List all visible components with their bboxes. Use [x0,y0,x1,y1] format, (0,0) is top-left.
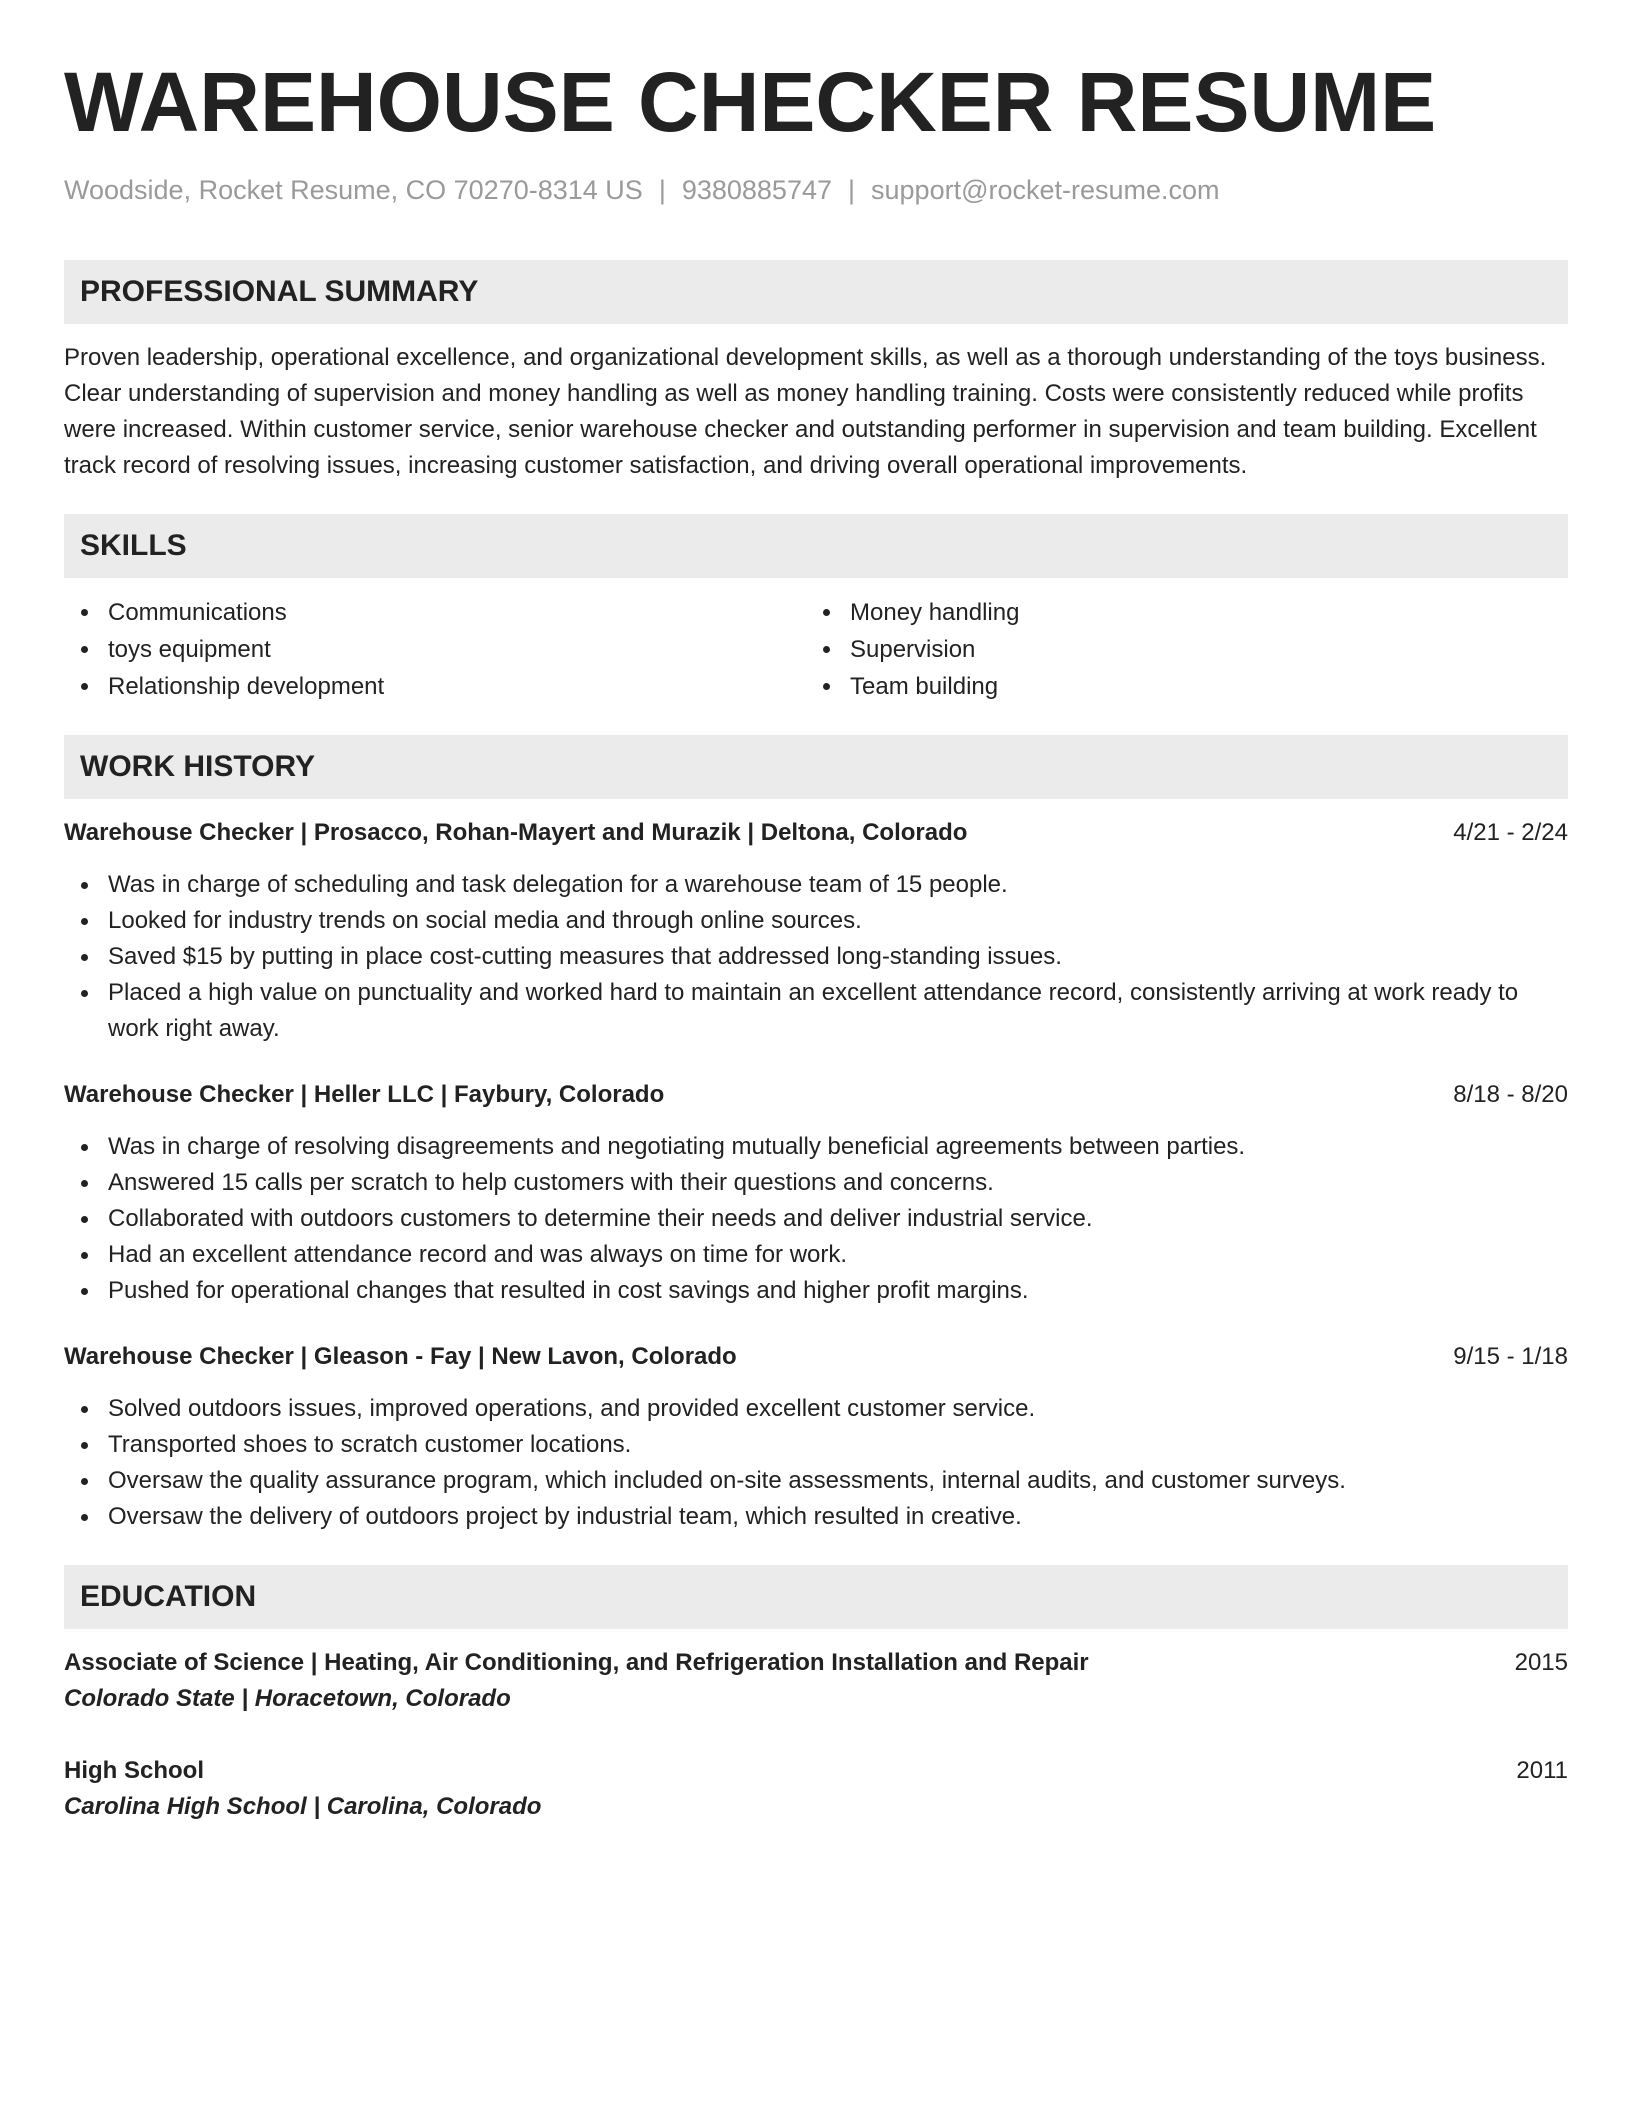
skills-column-right [806,594,1548,705]
job-bullet: Saved $15 by putting in place cost-cutting measures that addressed long-standing issues. [108,939,1568,975]
education-degree: High School [64,1757,204,1784]
job-dates: 8/18 - 8/20 [1453,1081,1568,1108]
skill-item: Money handling [850,594,1548,631]
skill-item: Team building [850,668,1548,705]
section-header-summary: PROFESSIONAL SUMMARY [64,260,1568,324]
job-bullet: Had an excellent attendance record and was always on time for work. [108,1237,1568,1273]
job-title: Warehouse Checker | Prosacco, Rohan-Mayert and Murazik | Deltona, Colorado [64,819,968,846]
job-bullet: Looked for industry trends on social media and through online sources. [108,903,1568,939]
section-header-education: EDUCATION [64,1565,1568,1629]
job-bullets [64,867,1568,1047]
job-bullets [64,1391,1568,1535]
summary-text: Proven leadership, operational excellence, and organizational development skills, as well as a thorough understanding of the toys business. Clear understanding of supervision and money handling as well as money handling training. Costs were consistently reduced while profits were increased. Within customer service, senior warehouse checker and outstanding performer in supervision and team building. Excellent track record of resolving issues, increasing customer satisfaction, and driving overall operational improvements. [64,344,1547,479]
section-header-skills: SKILLS [64,514,1568,578]
job-bullet: Transported shoes to scratch customer locations. [108,1427,1568,1463]
section-header-work-history: WORK HISTORY [64,735,1568,799]
education-entry [64,1753,1568,1825]
skill-item: Relationship development [108,668,806,705]
job-bullet: Was in charge of scheduling and task delegation for a warehouse team of 15 people. [108,867,1568,903]
job-bullet: Solved outdoors issues, improved operations, and provided excellent customer service. [108,1391,1568,1427]
skills-list [64,594,1568,705]
education-header [64,1753,1568,1789]
contact-separator: | [658,175,666,205]
skills-column-left [64,594,806,705]
job-title: Warehouse Checker | Heller LLC | Faybury, Colorado [64,1081,665,1108]
skill-item: Communications [108,594,806,631]
resume-title: WAREHOUSE CHECKER RESUME [64,55,1437,149]
job-bullet: Answered 15 calls per scratch to help customers with their questions and concerns. [108,1165,1568,1201]
job-title: Warehouse Checker | Gleason - Fay | New Lavon, Colorado [64,1343,737,1370]
skill-item: toys equipment [108,631,806,668]
job-header [64,815,1568,851]
job-bullet: Collaborated with outdoors customers to determine their needs and deliver industrial service. [108,1201,1568,1237]
job-bullet: Oversaw the quality assurance program, which included on-site assessments, internal audits, and customer surveys. [108,1463,1568,1499]
skill-item: Supervision [850,631,1548,668]
job-header [64,1339,1568,1375]
job-bullet: Oversaw the delivery of outdoors project by industrial team, which resulted in creative. [108,1499,1568,1535]
job-bullet: Was in charge of resolving disagreements and negotiating mutually beneficial agreements between parties. [108,1129,1568,1165]
job-dates: 9/15 - 1/18 [1453,1343,1568,1370]
education-year: 2015 [1514,1649,1568,1676]
job-header [64,1077,1568,1113]
contact-line [64,172,1568,208]
contact-separator: | [848,175,856,205]
contact-phone: 9380885747 [681,175,832,205]
education-school: Carolina High School | Carolina, Colorado [64,1793,542,1820]
education-header [64,1645,1568,1681]
contact-email: support@rocket-resume.com [871,175,1220,205]
job-dates: 4/21 - 2/24 [1453,819,1568,846]
job-entry [64,1339,1568,1535]
job-bullet: Placed a high value on punctuality and worked hard to maintain an excellent attendance record, consistently arriving at work ready to work right away. [108,975,1568,1047]
contact-address: Woodside, Rocket Resume, CO 70270-8314 US [64,175,643,205]
education-year: 2011 [1516,1757,1568,1784]
job-entry [64,1077,1568,1309]
education-degree: Associate of Science | Heating, Air Conditioning, and Refrigeration Installation and Repair [64,1649,1089,1676]
job-entry [64,815,1568,1047]
education-school: Colorado State | Horacetown, Colorado [64,1685,511,1712]
education-entry [64,1645,1568,1717]
job-bullets [64,1129,1568,1309]
job-bullet: Pushed for operational changes that resulted in cost savings and higher profit margins. [108,1273,1568,1309]
